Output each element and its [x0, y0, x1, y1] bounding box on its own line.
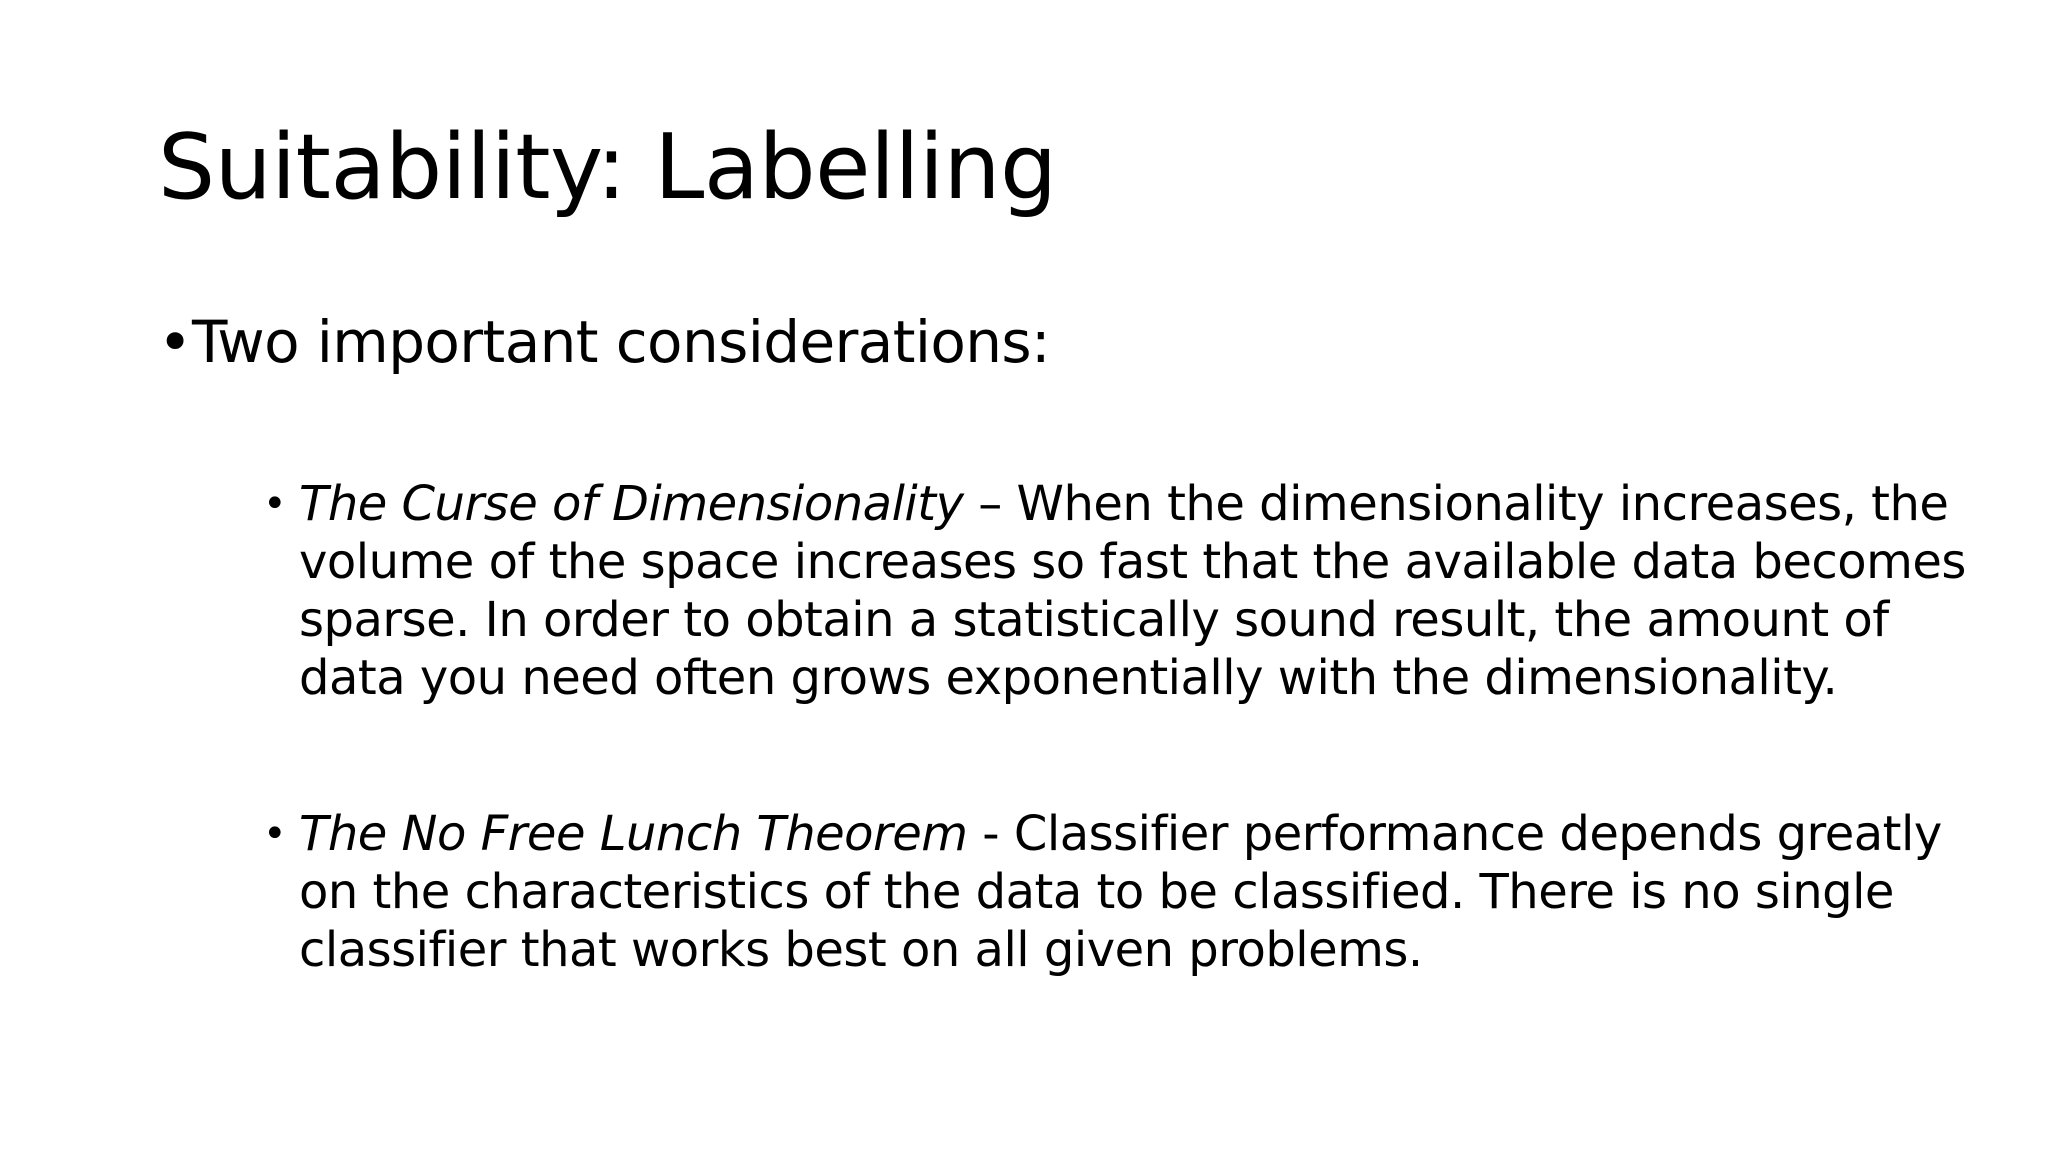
term-no-free-lunch-theorem: The No Free Lunch Theorem: [299, 805, 968, 862]
sub-bullet-text: When the dimensionality increases, the volume of the space increases so fast that the available data becomes sparse. In order to obtain a statistically sound result, the amount of data you need often grows exponentially with the dimensionality.: [299, 475, 1966, 706]
bullet-text: Two important considerations:: [192, 308, 1050, 376]
term-curse-of-dimensionality: The Curse of Dimensionality: [299, 475, 964, 532]
sub-bullet-curse-of-dimensionality: [263, 475, 1969, 707]
sub-bullet-dot-icon: •: [263, 810, 287, 857]
sub-bullet-text: Classifier performance depends greatly on the characteristics of the data to be classified. There is no single classifier that works best on all given problems.: [299, 805, 1942, 978]
bullet-two-important-considerations: [158, 308, 1918, 378]
slide-body: [158, 308, 1966, 979]
term-separator: –: [963, 475, 1017, 532]
slide-title: Suitability: Labelling: [158, 115, 1057, 220]
sub-bullet-no-free-lunch-theorem: [263, 805, 1969, 979]
term-separator: -: [967, 805, 1014, 862]
sub-bullet-dot-icon: •: [263, 480, 287, 527]
bullet-dot-icon: •: [158, 308, 192, 376]
